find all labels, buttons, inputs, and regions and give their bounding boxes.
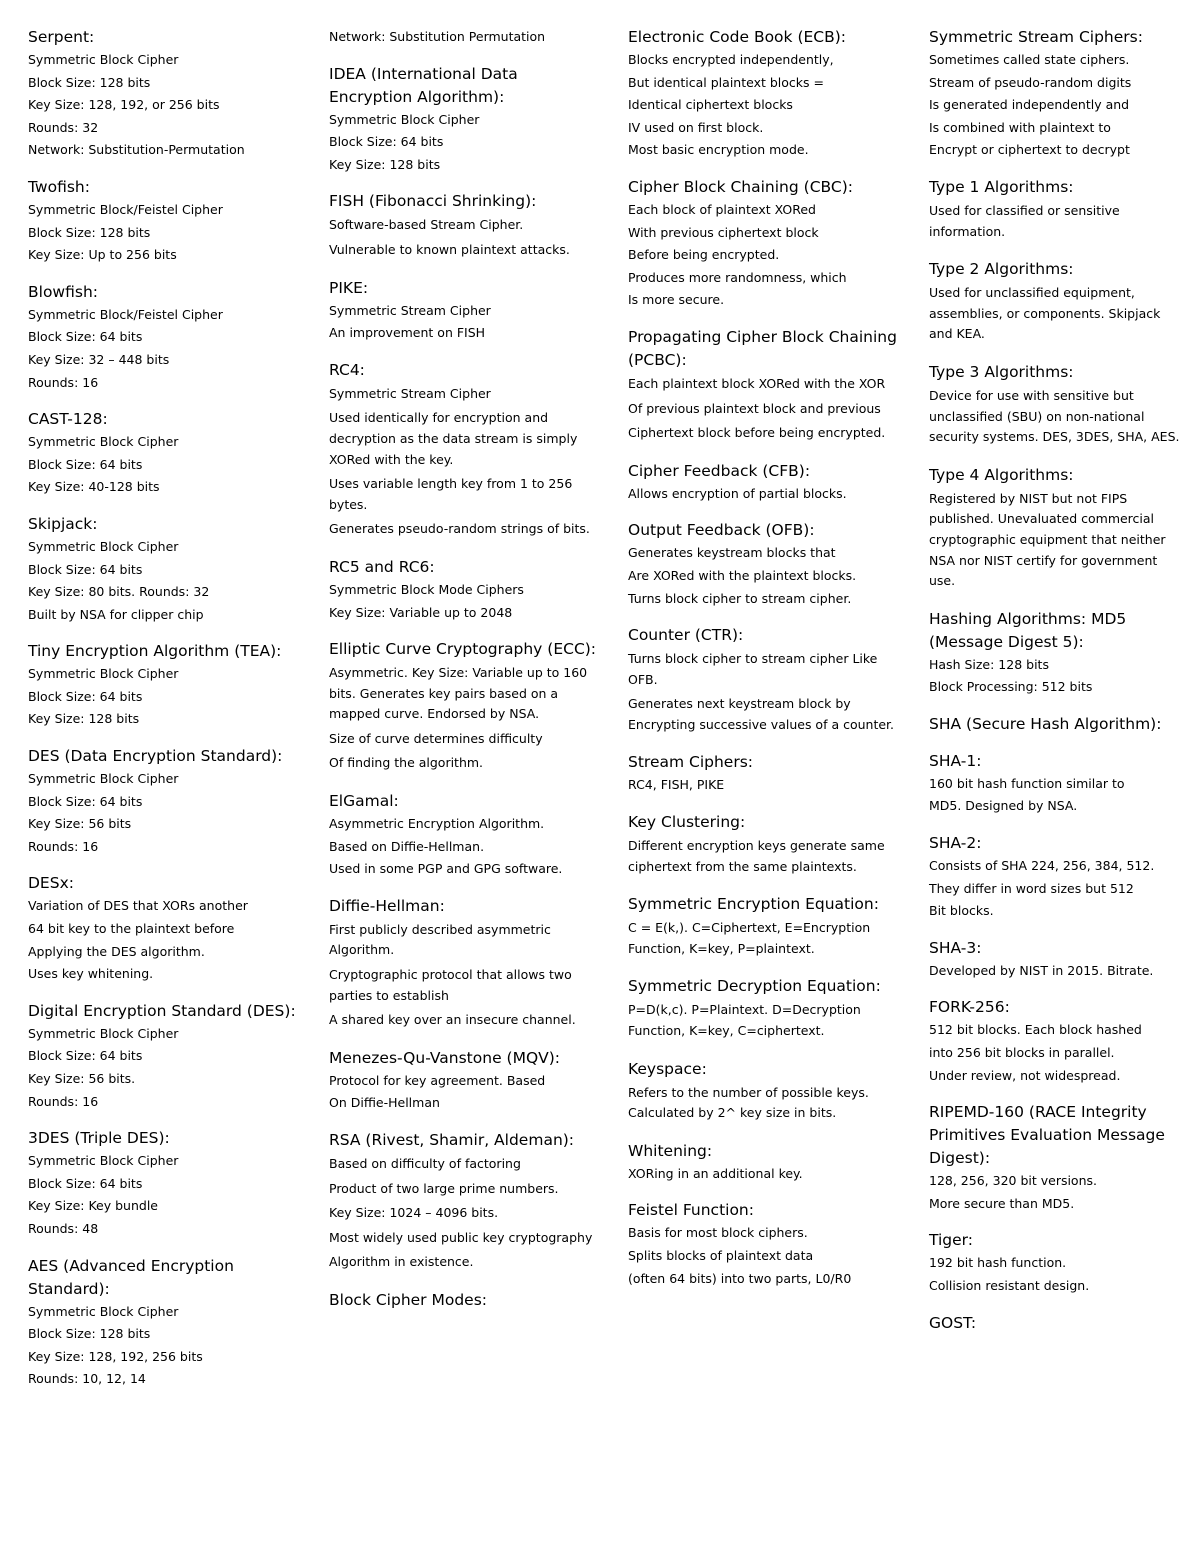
section-line: Symmetric Block/Feistel Cipher (28, 201, 223, 217)
section (329, 556, 599, 624)
section-line: Symmetric Block Cipher (28, 771, 179, 787)
section-line: Stream of pseudo-random digits (929, 74, 1132, 90)
section-line: Sometimes called state ciphers. (929, 52, 1130, 67)
section-heading: PIKE: (329, 278, 369, 297)
section-line: Symmetric Block Mode Ciphers (329, 581, 524, 597)
section (28, 1127, 308, 1240)
section-line: Block Size: 64 bits (28, 329, 143, 345)
section-line: Symmetric Block Cipher (28, 1303, 179, 1319)
section-line: Block Size: 128 bits (28, 1326, 151, 1342)
section-heading: FORK-256: (929, 998, 1010, 1017)
section-line: 64 bit key to the plaintext before (28, 921, 235, 937)
section-paragraph: Used for unclassified equipment, assemblies, or components. Skipjack and KEA. (929, 285, 1161, 342)
section-paragraph: Turns block cipher to stream cipher Like OFB. (628, 651, 878, 687)
section-heading: Symmetric Decryption Equation: (628, 977, 881, 996)
section-line: Rounds: 10, 12, 14 (28, 1371, 146, 1387)
section-heading: SHA (Secure Hash Algorithm): (929, 714, 1162, 733)
section-paragraph: Used for classified or sensitive information. (929, 202, 1120, 239)
section-heading: SHA-1: (929, 751, 982, 770)
section-line: Based on Diffie-Hellman. (329, 838, 485, 854)
section-paragraph: Most widely used public key cryptography (329, 1229, 593, 1245)
section (28, 872, 308, 985)
section (628, 811, 908, 879)
section (28, 281, 308, 394)
section-paragraph: Ciphertext block before being encrypted. (628, 425, 886, 441)
section-heading: DES (Data Encryption Standard): (28, 747, 283, 766)
section (628, 519, 908, 610)
section-line: Produces more randomness, which (628, 269, 847, 285)
section-heading: Twofish: (28, 177, 90, 196)
section-heading: Type 4 Algorithms: (929, 465, 1074, 484)
section (329, 790, 599, 881)
section-line: XORing in an additional key. (628, 1165, 803, 1181)
section (628, 460, 908, 506)
section-paragraph: Each plaintext block XORed with the XOR (628, 375, 886, 391)
section-heading: Type 3 Algorithms: (929, 362, 1074, 381)
section (628, 893, 908, 961)
section-paragraph: A shared key over an insecure channel. (329, 1012, 576, 1028)
section-line: Block Size: 64 bits (28, 1048, 143, 1064)
section-heading: Symmetric Stream Ciphers: (929, 28, 1143, 46)
section-line: Block Size: 64 bits (28, 456, 143, 472)
section-line: Block Size: 64 bits (28, 793, 143, 809)
section-heading: AES (Advanced Encryption Standard): (28, 1256, 234, 1298)
section-line: Key Size: 80 bits. Rounds: 32 (28, 584, 210, 600)
section (329, 1047, 599, 1115)
section-line: 160 bit hash function similar to (929, 775, 1125, 791)
section-line: Rounds: 16 (28, 374, 99, 390)
section-line: Block Processing: 512 bits (929, 679, 1093, 695)
section (329, 277, 599, 345)
section-heading: Tiger: (929, 1231, 973, 1250)
section-line: Symmetric Block Cipher (28, 52, 179, 67)
section-line: Key Size: 128, 192, or 256 bits (28, 97, 220, 113)
section-heading: Block Cipher Modes: (329, 1290, 488, 1309)
section-line: Is generated independently and (929, 97, 1130, 113)
section-line: Before being encrypted. (628, 247, 780, 263)
section-heading: Cipher Block Chaining (CBC): (628, 177, 853, 196)
section-line: Symmetric Block Cipher (28, 1153, 179, 1169)
section-heading: Feistel Function: (628, 1201, 754, 1220)
section (628, 1199, 908, 1290)
section-heading: 3DES (Triple DES): (28, 1129, 170, 1148)
section-heading: Menezes-Qu-Vanstone (MQV): (329, 1048, 561, 1067)
section-heading: Stream Ciphers: (628, 753, 754, 772)
section-heading: Keyspace: (628, 1059, 707, 1078)
section (929, 258, 1185, 347)
section (28, 1255, 308, 1391)
section (329, 638, 599, 776)
section (929, 996, 1185, 1087)
section-heading: Symmetric Encryption Equation: (628, 895, 879, 914)
section-line: Used in some PGP and GPG software. (329, 861, 563, 877)
section-line: Key Size: Up to 256 bits (28, 247, 177, 263)
section-line: Symmetric Block Cipher (28, 434, 179, 450)
section-line: Key Size: Variable up to 2048 (329, 604, 513, 620)
section-heading: Counter (CTR): (628, 626, 744, 645)
section-heading: Digital Encryption Standard (DES): (28, 1001, 296, 1020)
section-line: Encrypt or ciphertext to decrypt (929, 142, 1130, 158)
section-paragraph: First publicly described asymmetric Algorithm. (329, 921, 551, 958)
section-heading: Elliptic Curve Cryptography (ECC): (329, 640, 597, 659)
section-line: MD5. Designed by NSA. (929, 798, 1078, 814)
section-heading: Cipher Feedback (CFB): (628, 461, 811, 480)
section-paragraph: Uses variable length key from 1 to 256 bytes. (329, 476, 573, 512)
section-line: Collision resistant design. (929, 1278, 1090, 1293)
section-heading: SHA-3: (929, 938, 982, 957)
section-paragraph: Product of two large prime numbers. (329, 1180, 559, 1196)
section-paragraph: Based on difficulty of factoring (329, 1156, 521, 1171)
section-line: Uses key whitening. (28, 966, 154, 982)
section-line: RC4, FISH, PIKE (628, 777, 725, 793)
section (28, 1000, 308, 1113)
section-line: On Diffie-Hellman (329, 1095, 440, 1111)
section-line: Symmetric Stream Cipher (329, 302, 491, 318)
section-paragraph: Of previous plaintext block and previous (628, 400, 881, 416)
section-heading: Tiny Encryption Algorithm (TEA): (28, 642, 282, 661)
section-paragraph: Different encryption keys generate same ciphertext from the same plaintexts. (628, 838, 885, 874)
section-line: Consists of SHA 224, 256, 384, 512. (929, 858, 1155, 874)
section-heading: Type 2 Algorithms: (929, 260, 1074, 279)
section (929, 608, 1185, 699)
section-line: Identical ciphertext blocks (628, 97, 793, 113)
section-paragraph: Symmetric Stream Cipher (329, 385, 491, 401)
section-heading: Type 1 Algorithms: (929, 177, 1074, 196)
section (929, 361, 1185, 450)
section-heading: CAST-128: (28, 410, 108, 429)
section-line: With previous ciphertext block (628, 224, 819, 240)
section (28, 176, 308, 267)
section (329, 895, 599, 1033)
section-line: Block Size: 128 bits (28, 74, 151, 90)
section-line: Allows encryption of partial blocks. (628, 485, 847, 501)
section-line: Developed by NIST in 2015. Bitrate. (929, 962, 1154, 978)
section (628, 751, 908, 797)
section-line: Splits blocks of plaintext data (628, 1248, 814, 1263)
section-paragraph: Of finding the algorithm. (329, 755, 484, 771)
section (929, 832, 1185, 923)
section-line: Applying the DES algorithm. (28, 943, 205, 959)
section (28, 640, 308, 731)
section-paragraph: Vulnerable to known plaintext attacks. (329, 241, 570, 257)
section-line: Key Size: 128 bits (329, 156, 441, 172)
section-paragraph: Used identically for encryption and decryption as the data stream is simply XORed with the key. (329, 410, 578, 467)
section-line: Variation of DES that XORs another (28, 898, 248, 914)
section-heading: RIPEMD-160 (RACE Integrity Primitives Evaluation Message Digest): (929, 1103, 1165, 1168)
section-line: Hash Size: 128 bits (929, 656, 1049, 672)
section-line: Rounds: 32 (28, 119, 99, 135)
section-line: Network: Substitution Permutation (329, 29, 546, 44)
section-line: IV used on first block. (628, 119, 764, 135)
section (329, 26, 599, 49)
section-paragraph: Registered by NIST but not FIPS published. Unevaluated commercial cryptographic equipment that neither NSA nor NIST certify for government use. (929, 490, 1166, 589)
section (929, 1229, 1185, 1297)
section (28, 513, 308, 626)
section-line: Are XORed with the plaintext blocks. (628, 567, 857, 583)
section-line: Bit blocks. (929, 903, 994, 919)
section-line: Key Size: 40-128 bits (28, 479, 160, 495)
section-paragraph: Key Size: 1024 – 4096 bits. (329, 1205, 499, 1221)
section-line: Rounds: 16 (28, 1093, 99, 1109)
section-paragraph: Software-based Stream Cipher. (329, 217, 524, 233)
section-line: Rounds: 16 (28, 838, 99, 854)
section-line: Block Size: 64 bits (329, 134, 444, 150)
section-line: Generates keystream blocks that (628, 545, 836, 561)
section (28, 26, 308, 162)
section-heading: IDEA (International Data Encryption Algorithm): (329, 64, 518, 106)
column-1 (28, 26, 308, 1405)
section (929, 713, 1185, 736)
section-line: 192 bit hash function. (929, 1255, 1067, 1271)
section-heading: Serpent: (28, 28, 95, 46)
section-line: Network: Substitution-Permutation (28, 142, 245, 158)
section-heading: Propagating Cipher Block Chaining (PCBC): (628, 327, 897, 369)
section-line: Each block of plaintext XORed (628, 201, 816, 217)
section-heading: Hashing Algorithms: MD5 (Message Digest 5): (929, 609, 1127, 651)
section-heading: Blowfish: (28, 282, 98, 301)
section-line: Symmetric Block Cipher (329, 111, 480, 127)
section (28, 408, 308, 499)
section-line: They differ in word sizes but 512 (929, 880, 1134, 896)
section-line: Rounds: 48 (28, 1220, 99, 1236)
section-line: Symmetric Block Cipher (28, 666, 179, 682)
section-heading: RC5 and RC6: (329, 557, 435, 576)
section-line: Built by NSA for clipper chip (28, 606, 204, 622)
section (929, 1101, 1185, 1215)
section (929, 26, 1185, 162)
section (329, 1129, 599, 1275)
section-line: Symmetric Block Cipher (28, 538, 179, 554)
section (929, 937, 1185, 983)
section (628, 1058, 908, 1126)
section-heading: DESx: (28, 874, 74, 893)
column-3 (628, 26, 908, 1304)
section (329, 63, 599, 177)
section (28, 745, 308, 858)
section-line: Is combined with plaintext to (929, 119, 1111, 135)
section-line: Key Size: 128, 192, 256 bits (28, 1348, 203, 1364)
section-heading: Diffie-Hellman: (329, 896, 445, 915)
section-line: Blocks encrypted independently, (628, 52, 834, 67)
section-line: Asymmetric Encryption Algorithm. (329, 816, 545, 832)
section-heading: RC4: (329, 360, 365, 379)
section-heading: Whitening: (628, 1141, 713, 1160)
section (628, 26, 908, 162)
section (628, 1140, 908, 1186)
section-paragraph: P=D(k,c). P=Plaintext. D=Decryption Function, K=key, C=ciphertext. (628, 1002, 861, 1039)
section-heading: Skipjack: (28, 514, 98, 533)
section-paragraph: Device for use with sensitive but unclassified (SBU) on non-national security systems. DES, 3DES, SHA, AES. (929, 387, 1180, 445)
section-line: Turns block cipher to stream cipher. (628, 590, 852, 606)
section (329, 190, 599, 262)
section-heading: Electronic Code Book (ECB): (628, 28, 847, 46)
section-line: Under review, not widespread. (929, 1067, 1121, 1083)
section-line: Most basic encryption mode. (628, 142, 809, 158)
section-line: Key Size: 32 – 448 bits (28, 351, 170, 367)
section-line: 128, 256, 320 bit versions. (929, 1173, 1097, 1189)
section (929, 750, 1185, 818)
section (329, 1289, 599, 1312)
section-paragraph: Algorithm in existence. (329, 1254, 474, 1270)
section-line: Key Size: Key bundle (28, 1198, 158, 1214)
section-line: But identical plaintext blocks = (628, 74, 824, 90)
column-4 (929, 26, 1185, 1349)
section-heading: GOST: (929, 1313, 977, 1332)
section-heading: ElGamal: (329, 792, 399, 811)
section-line: An improvement on FISH (329, 325, 486, 341)
section-line: Key Size: 128 bits (28, 711, 140, 727)
section-line: Symmetric Block Cipher (28, 1025, 179, 1041)
section-paragraph: C = E(k,). C=Ciphertext, E=Encryption Function, K=key, P=plaintext. (628, 920, 871, 956)
section-heading: RSA (Rivest, Shamir, Aldeman): (329, 1131, 575, 1149)
section (628, 326, 908, 446)
section-line: Block Size: 128 bits (28, 224, 151, 240)
section-paragraph: Refers to the number of possible keys. Calculated by 2^ key size in bits. (628, 1084, 869, 1121)
section-line: Block Size: 64 bits (28, 688, 143, 704)
section-line: Symmetric Block/Feistel Cipher (28, 306, 223, 322)
section-line: 512 bit blocks. Each block hashed (929, 1022, 1142, 1038)
section-paragraph: Generates pseudo-random strings of bits. (329, 521, 590, 537)
section (329, 359, 599, 542)
section-line: into 256 bit blocks in parallel. (929, 1045, 1115, 1061)
section-paragraph: Size of curve determines difficulty (329, 730, 543, 746)
section-line: Block Size: 64 bits (28, 1175, 143, 1191)
section-paragraph: Generates next keystream block by Encrypting successive values of a counter. (628, 696, 895, 732)
section-paragraph: Asymmetric. Key Size: Variable up to 160 bits. Generates key pairs based on a mapped curve. Endorsed by NSA. (329, 665, 588, 722)
section-heading: Output Feedback (OFB): (628, 521, 815, 540)
column-2 (329, 26, 599, 1326)
section-line: Key Size: 56 bits. (28, 1071, 136, 1086)
section-line: (often 64 bits) into two parts, L0/R0 (628, 1270, 852, 1286)
section (628, 975, 908, 1043)
section-heading: SHA-2: (929, 834, 982, 853)
section (628, 624, 908, 737)
section-paragraph: Cryptographic protocol that allows two parties to establish (329, 967, 572, 1003)
section (628, 176, 908, 312)
section-line: Basis for most block ciphers. (628, 1225, 808, 1241)
section-heading: FISH (Fibonacci Shrinking): (329, 192, 537, 211)
section-line: Key Size: 56 bits (28, 816, 132, 832)
section-line: Is more secure. (628, 292, 725, 308)
section-line: Block Size: 64 bits (28, 561, 143, 577)
section (929, 176, 1185, 244)
section (929, 1312, 1185, 1335)
section-heading: Key Clustering: (628, 813, 746, 832)
section-line: More secure than MD5. (929, 1195, 1075, 1211)
section-line: Protocol for key agreement. Based (329, 1072, 546, 1088)
section (929, 464, 1185, 594)
